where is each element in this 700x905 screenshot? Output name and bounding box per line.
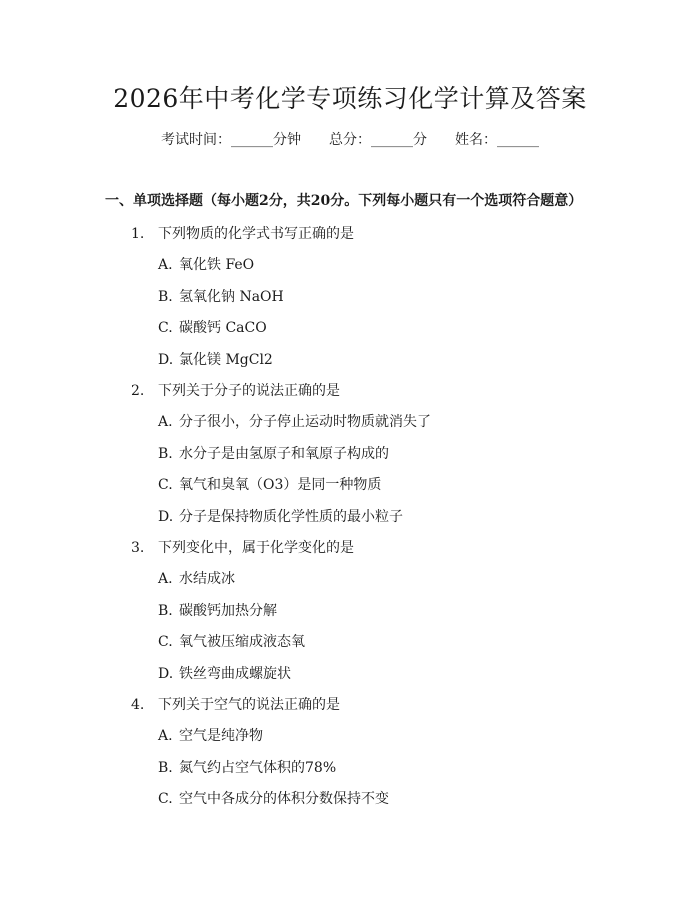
exam-time-unit: 分钟 xyxy=(273,132,301,148)
option-letter: C. xyxy=(158,477,173,493)
option-b xyxy=(0,753,700,785)
option-letter: B. xyxy=(158,602,173,619)
option-letter: B. xyxy=(158,759,173,776)
option-letter: C. xyxy=(158,634,173,650)
option-a xyxy=(0,564,700,596)
exam-time-label: 考试时间： xyxy=(161,132,231,148)
option-text: 分子很小，分子停止运动时物质就消失了 xyxy=(179,414,431,430)
total-score-field xyxy=(329,130,427,150)
question-list xyxy=(0,219,700,816)
option-letter: A. xyxy=(158,257,173,273)
option-text: 氮气约占空气体积的78% xyxy=(179,759,337,776)
question-stem xyxy=(0,376,700,407)
question-1 xyxy=(0,219,700,376)
option-a xyxy=(0,721,700,753)
option-letter: D. xyxy=(158,508,174,525)
question-text: 下列物质的化学式书写正确的是 xyxy=(158,226,354,242)
option-d xyxy=(0,502,700,534)
exam-time-blank: ______ xyxy=(231,132,273,148)
option-text: 空气中各成分的体积分数保持不变 xyxy=(179,791,389,807)
option-text: 氧气被压缩成液态氧 xyxy=(179,634,305,650)
option-letter: B. xyxy=(158,288,173,305)
option-b xyxy=(0,596,700,628)
option-letter: D. xyxy=(158,665,174,682)
exam-time-field xyxy=(161,130,301,150)
question-stem xyxy=(0,690,700,721)
option-letter: A. xyxy=(158,571,173,587)
option-text: 水结成冰 xyxy=(179,571,235,587)
option-text: 氧化铁 FeO xyxy=(179,257,255,273)
option-b xyxy=(0,282,700,314)
section-heading: 一、单项选择题（每小题2分，共20分。下列每小题只有一个选项符合题意） xyxy=(105,193,583,209)
question-stem xyxy=(0,219,700,250)
question-text: 下列关于空气的说法正确的是 xyxy=(158,697,340,713)
question-2 xyxy=(0,376,700,533)
question-number: 4. xyxy=(131,697,145,713)
question-number: 1. xyxy=(131,226,145,242)
option-text: 碳酸钙 CaCO xyxy=(179,320,267,336)
option-text: 氧气和臭氧（O3）是同一种物质 xyxy=(179,477,382,493)
option-c xyxy=(0,627,700,659)
option-text: 分子是保持物质化学性质的最小粒子 xyxy=(179,508,403,525)
question-number: 2. xyxy=(131,383,145,399)
option-text: 水分子是由氢原子和氧原子构成的 xyxy=(179,445,389,462)
question-number: 3. xyxy=(131,540,145,556)
total-score-label: 总分： xyxy=(329,132,371,148)
option-letter: B. xyxy=(158,445,173,462)
option-c xyxy=(0,313,700,345)
exam-info-line xyxy=(0,130,700,150)
option-letter: D. xyxy=(158,351,174,368)
option-text: 空气是纯净物 xyxy=(179,728,263,744)
question-text: 下列变化中，属于化学变化的是 xyxy=(158,540,354,556)
option-text: 氯化镁 MgCl2 xyxy=(179,351,273,368)
option-c xyxy=(0,784,700,816)
option-letter: A. xyxy=(158,728,173,744)
option-letter: C. xyxy=(158,791,173,807)
question-text: 下列关于分子的说法正确的是 xyxy=(158,383,340,399)
option-c xyxy=(0,470,700,502)
option-text: 铁丝弯曲成螺旋状 xyxy=(179,665,291,682)
question-3 xyxy=(0,533,700,690)
option-d xyxy=(0,659,700,691)
question-stem xyxy=(0,533,700,564)
option-d xyxy=(0,345,700,377)
option-b xyxy=(0,439,700,471)
student-name-label: 姓名： xyxy=(455,132,497,148)
total-score-blank: ______ xyxy=(371,132,413,148)
option-letter: C. xyxy=(158,320,173,336)
option-text: 氢氧化钠 NaOH xyxy=(179,288,284,305)
option-letter: A. xyxy=(158,414,173,430)
student-name-blank: ______ xyxy=(497,132,539,148)
question-4 xyxy=(0,690,700,816)
option-a xyxy=(0,250,700,282)
option-a xyxy=(0,407,700,439)
option-text: 碳酸钙加热分解 xyxy=(179,602,277,619)
total-score-unit: 分 xyxy=(413,132,427,148)
student-name-field xyxy=(455,130,539,150)
document-title: 2026年中考化学专项练习化学计算及答案 xyxy=(113,84,587,113)
